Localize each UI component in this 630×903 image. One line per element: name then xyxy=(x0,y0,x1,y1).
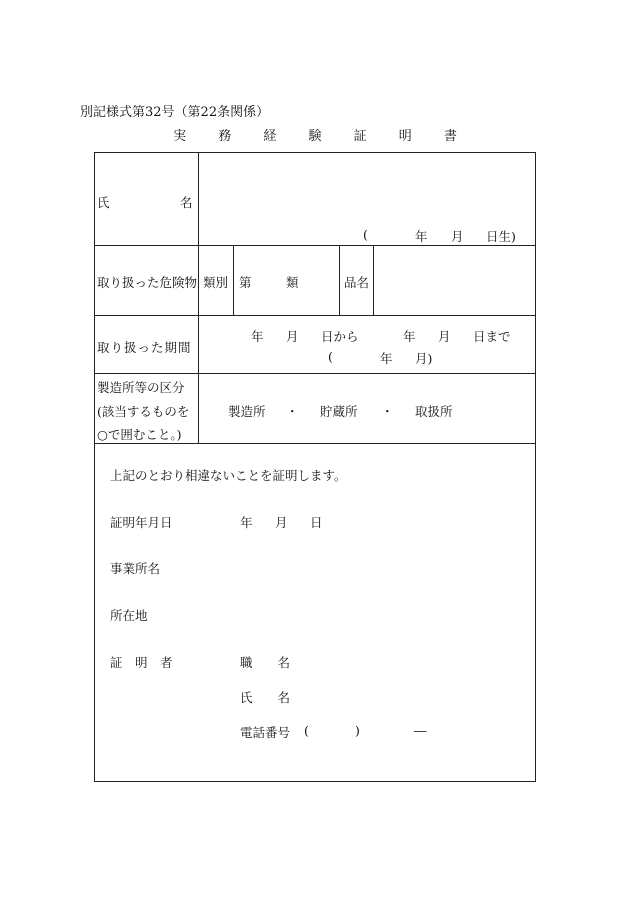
row-divider xyxy=(94,373,536,374)
label-column-divider xyxy=(198,152,199,443)
category-divider xyxy=(233,245,234,315)
phone-label: 電話番号 xyxy=(240,725,291,740)
birth-month: 月 xyxy=(451,229,464,244)
position-label: 職 名 xyxy=(240,655,291,670)
period-from-day: 日から xyxy=(321,329,359,344)
period-to-day: 日まで xyxy=(473,329,511,344)
period-total-year: 年 xyxy=(380,351,393,366)
row-divider xyxy=(94,315,536,316)
period-to-year: 年 xyxy=(403,329,416,344)
birth-day: 日生) xyxy=(486,229,516,244)
facility-label-line2: (該当するものを xyxy=(97,404,190,419)
name-label-left: 氏 xyxy=(97,195,110,210)
facility-label-line1: 製造所等の区分 xyxy=(97,380,185,395)
product-value-divider xyxy=(373,245,374,315)
facility-option-storage: 貯蔵所 xyxy=(320,404,358,419)
phone-close-paren: ) xyxy=(355,723,360,738)
period-from-month: 月 xyxy=(286,329,299,344)
product-divider xyxy=(339,245,340,315)
birth-open-paren: ( xyxy=(363,227,368,242)
certification-date-label: 証明年月日 xyxy=(110,515,173,530)
period-label: 取り扱った期間 xyxy=(97,340,192,355)
category-label: 類別 xyxy=(203,275,229,290)
facility-separator: ・ xyxy=(381,404,394,419)
certification-date-year: 年 xyxy=(240,515,253,530)
phone-open-paren: ( xyxy=(304,723,309,738)
hazard-label: 取り扱った危険物 xyxy=(97,275,198,290)
facility-option-manufacturing: 製造所 xyxy=(228,404,266,419)
certification-date-month: 月 xyxy=(275,515,288,530)
facility-separator: ・ xyxy=(286,404,299,419)
row-divider xyxy=(94,245,536,246)
form-id: 別記様式第32号（第22条関係） xyxy=(80,105,270,120)
page-title: 実 務 経 験 証 明 書 xyxy=(173,129,471,144)
facility-option-handling: 取扱所 xyxy=(415,404,453,419)
period-total-open: ( xyxy=(328,349,333,364)
category-suffix: 類 xyxy=(286,275,299,290)
category-prefix: 第 xyxy=(239,275,252,290)
birth-year: 年 xyxy=(415,229,428,244)
certification-statement: 上記のとおり相違ないことを証明します。 xyxy=(110,468,347,483)
phone-dash: ― xyxy=(414,723,427,738)
certifier-label: 証 明 者 xyxy=(110,655,173,670)
product-label: 品名 xyxy=(344,275,370,290)
row-divider xyxy=(94,443,536,444)
certifier-name-label: 氏 名 xyxy=(240,690,291,705)
name-label-right: 名 xyxy=(180,195,193,210)
period-total-month: 月) xyxy=(415,351,433,366)
facility-label-line3: ○で囲むこと。) xyxy=(97,427,182,442)
period-to-month: 月 xyxy=(438,329,451,344)
certification-date-day: 日 xyxy=(310,515,323,530)
office-name-label: 事業所名 xyxy=(110,561,161,576)
period-from-year: 年 xyxy=(251,329,264,344)
address-label: 所在地 xyxy=(110,608,148,623)
